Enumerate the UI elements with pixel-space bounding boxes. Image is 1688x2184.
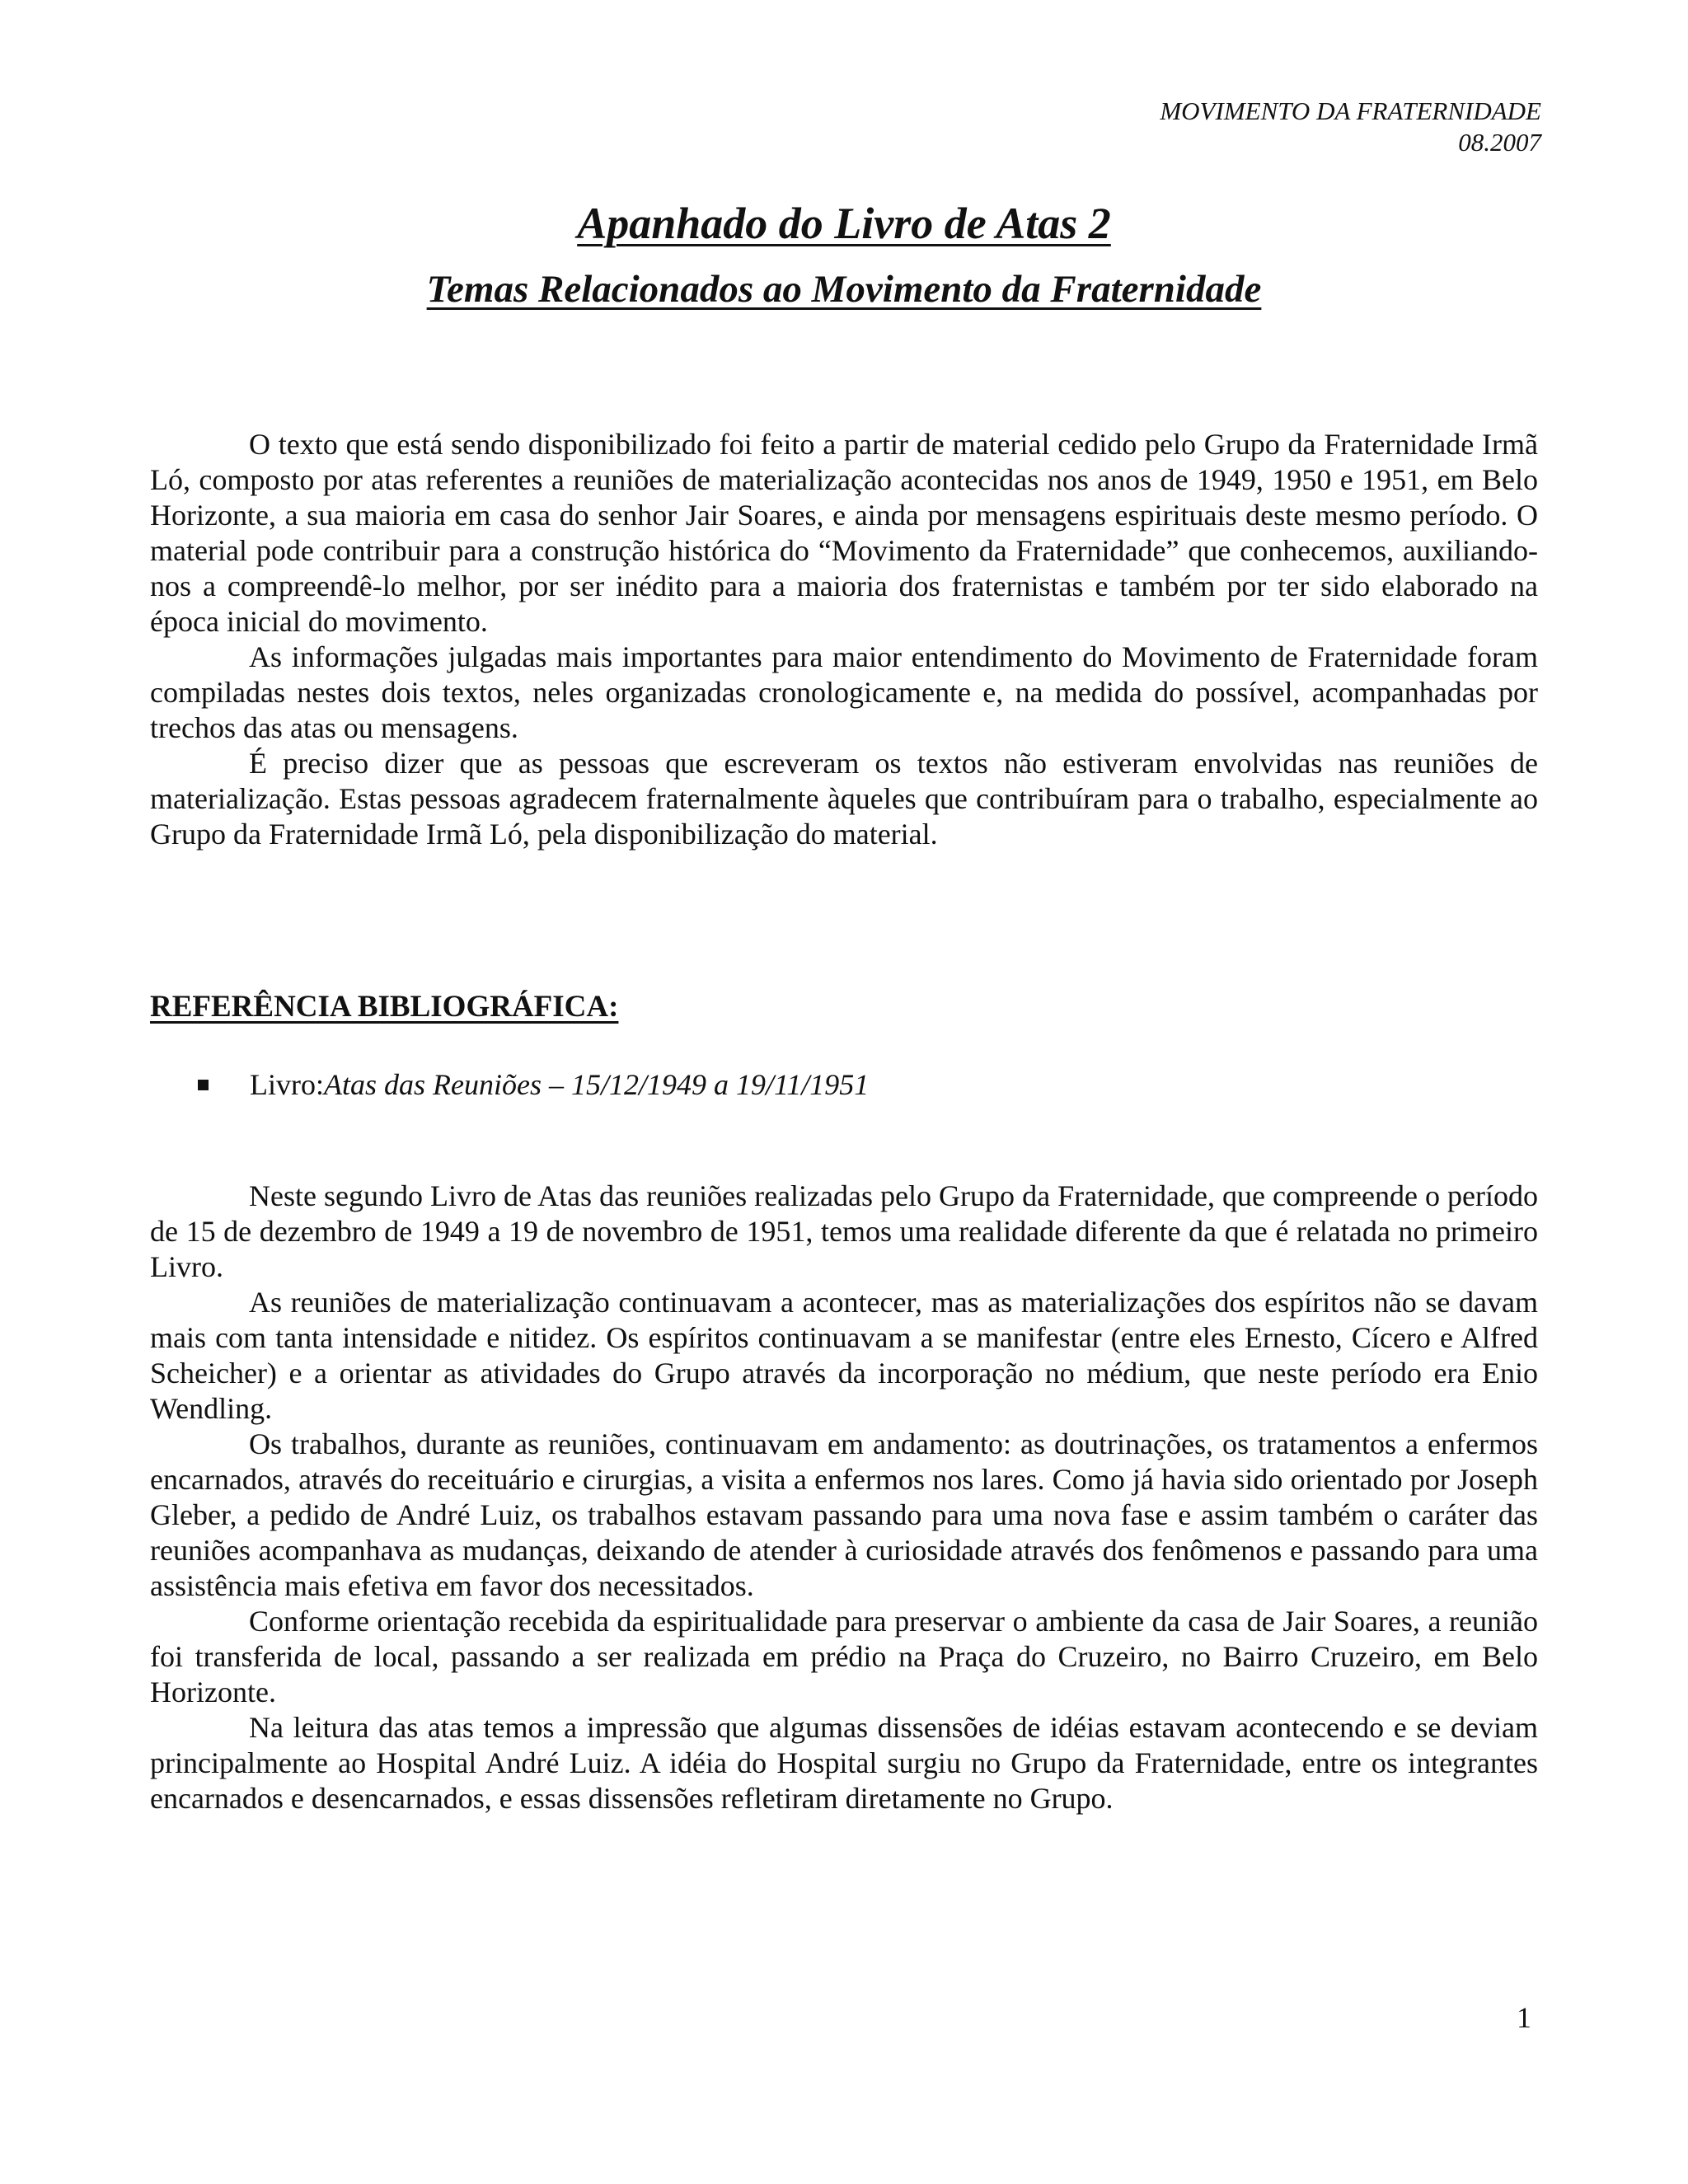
header-date: 08.2007 [1458,128,1541,157]
references-heading: REFERÊNCIA BIBLIOGRÁFICA: [150,990,619,1024]
main-section [150,1179,1538,1816]
intro-paragraph: O texto que está sendo disponibilizado foi feito a partir de material cedido pelo Grupo da Fraternidade Irmã Ló, composto por atas referentes a reuniões de materialização acontecidas nos anos de 1949, 1950 e 1951, em Belo Horizonte, a sua maioria em casa do senhor Jair Soares, e ainda por mensagens espirituais deste mesmo período. O material pode contribuir para a construção histórica do “Movimento da Fraternidade” que conhecemos, auxiliando-nos a compreendê-lo melhor, por ser inédito para a maioria dos fraternistas e também por ter sido elaborado na época inicial do movimento. [150,428,1538,638]
main-paragraph: Na leitura das atas temos a impressão que algumas dissensões de idéias estavam acontecendo e se deviam principalmente ao Hospital André Luiz. A idéia do Hospital surgiu no Grupo da Fraternidade, entre os integrantes encarnados e desencarnados, e essas dissensões refletiram diretamente no Grupo. [150,1711,1538,1815]
intro-paragraph: As informações julgadas mais importantes para maior entendimento do Movimento de Fraternidade foram compiladas nestes dois textos, neles organizadas cronologicamente e, na medida do possível, acompanhadas por trechos das atas ou mensagens. [150,640,1538,744]
main-paragraph: As reuniões de materialização continuavam a acontecer, mas as materializações dos espíritos não se davam mais com tanta intensidade e nitidez. Os espíritos continuavam a se manifestar (entre eles Ernesto, Cícero e Alfred Scheicher) e a orientar as atividades do Grupo através da incorporação no médium, que neste período era Enio Wendling. [150,1286,1538,1425]
reference-title: Atas das Reuniões – 15/12/1949 a 19/11/1951 [323,1068,870,1101]
reference-list-item [198,1066,869,1103]
main-paragraph: Conforme orientação recebida da espiritualidade para preservar o ambiente da casa de Jair Soares, a reunião foi transferida de local, passando a ser realizada em prédio na Praça do Cruzeiro, no Bairro Cruzeiro, em Belo Horizonte. [150,1605,1538,1708]
square-bullet-icon [198,1080,209,1090]
reference-label: Livro: [250,1068,324,1101]
page-header [1160,96,1541,158]
title-line-2: Temas Relacionados ao Movimento da Fraternidade [426,268,1262,311]
intro-paragraph: É preciso dizer que as pessoas que escreveram os textos não estiveram envolvidas nas reuniões de materialização. Estas pessoas agradecem fraternalmente àqueles que contribuíram para o trabalho, especialmente ao Grupo da Fraternidade Irmã Ló, pela disponibilização do material. [150,747,1538,851]
document-title [0,196,1688,316]
intro-section [150,427,1538,852]
title-line-1: Apanhado do Livro de Atas 2 [577,199,1111,248]
main-paragraph: Neste segundo Livro de Atas das reuniões realizadas pelo Grupo da Fraternidade, que compreende o período de 15 de dezembro de 1949 a 19 de novembro de 1951, temos uma realidade diferente da que é relatada no primeiro Livro. [150,1179,1538,1283]
main-paragraph: Os trabalhos, durante as reuniões, continuavam em andamento: as doutrinações, os tratamentos a enfermos encarnados, através do receituário e cirurgias, a visita a enfermos nos lares. Como já havia sido orientado por Joseph Gleber, a pedido de André Luiz, os trabalhos estavam passando para uma nova fase e assim também o caráter das reuniões acompanhava as mudanças, deixando de atender à curiosidade através dos fenômenos e passando para uma assistência mais efetiva em favor dos necessitados. [150,1427,1538,1602]
page-number: 1 [1517,2001,1531,2034]
header-organization: MOVIMENTO DA FRATERNIDADE [1160,96,1541,125]
